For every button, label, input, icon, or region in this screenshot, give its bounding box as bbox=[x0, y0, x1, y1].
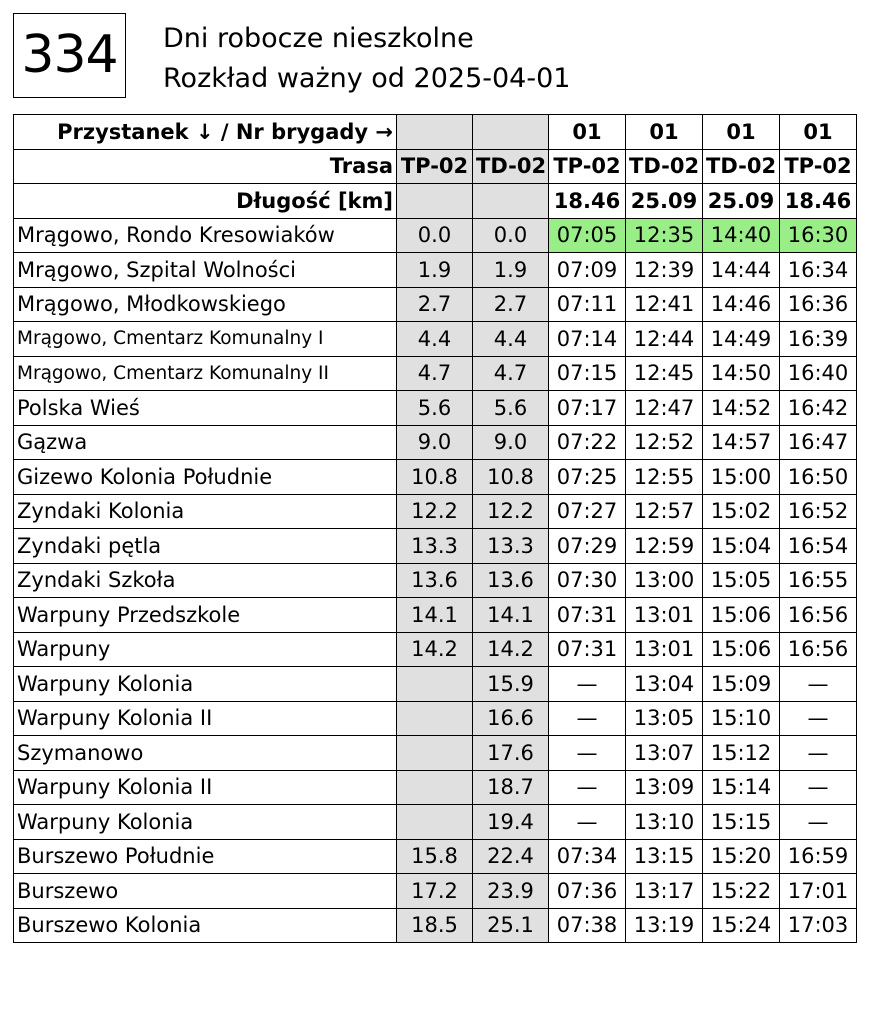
stop-name: Zyndaki Szkoła bbox=[14, 563, 397, 598]
departure-time: 13:01 bbox=[626, 598, 703, 633]
departure-time: 12:41 bbox=[626, 287, 703, 322]
stop-name: Warpuny Kolonia II bbox=[14, 701, 397, 736]
departure-time: 07:25 bbox=[549, 460, 626, 495]
stop-distance: 14.1 bbox=[473, 598, 549, 633]
stop-distance: 2.7 bbox=[473, 287, 549, 322]
departure-time: 15:15 bbox=[703, 805, 780, 840]
departure-time: 15:10 bbox=[703, 701, 780, 736]
departure-time: 16:55 bbox=[780, 563, 857, 598]
departure-time: 07:30 bbox=[549, 563, 626, 598]
stop-distance: 13.6 bbox=[473, 563, 549, 598]
stop-distance: 1.9 bbox=[473, 253, 549, 288]
departure-time: — bbox=[780, 701, 857, 736]
timetable-header bbox=[13, 13, 873, 99]
departure-time: 16:56 bbox=[780, 598, 857, 633]
departure-time: 07:14 bbox=[549, 322, 626, 357]
table-row bbox=[14, 253, 857, 288]
departure-time: 16:39 bbox=[780, 322, 857, 357]
stop-name: Warpuny bbox=[14, 632, 397, 667]
stop-name: Warpuny Kolonia II bbox=[14, 770, 397, 805]
departure-time: 16:47 bbox=[780, 425, 857, 460]
stop-name: Mrągowo, Młodkowskiego bbox=[14, 287, 397, 322]
stop-name: Warpuny Przedszkole bbox=[14, 598, 397, 633]
trip-route-code: TP-02 bbox=[549, 149, 626, 184]
stop-distance: 22.4 bbox=[473, 839, 549, 874]
departure-time: — bbox=[549, 770, 626, 805]
stop-name: Szymanowo bbox=[14, 736, 397, 771]
departure-time: 16:54 bbox=[780, 529, 857, 564]
departure-time: 17:01 bbox=[780, 874, 857, 909]
stop-distance: 2.7 bbox=[397, 287, 473, 322]
departure-time: 15:22 bbox=[703, 874, 780, 909]
stop-distance: 12.2 bbox=[397, 494, 473, 529]
departure-time: 17:03 bbox=[780, 908, 857, 943]
departure-time: 13:09 bbox=[626, 770, 703, 805]
departure-time: 07:22 bbox=[549, 425, 626, 460]
stop-distance bbox=[397, 736, 473, 771]
stop-name: Warpuny Kolonia bbox=[14, 667, 397, 702]
stop-name: Burszewo Kolonia bbox=[14, 908, 397, 943]
stop-distance: 23.9 bbox=[473, 874, 549, 909]
table-row bbox=[14, 598, 857, 633]
stop-distance bbox=[397, 770, 473, 805]
departure-time: 14:50 bbox=[703, 356, 780, 391]
km-header-cell bbox=[473, 184, 549, 219]
stop-name: Mrągowo, Cmentarz Komunalny II bbox=[14, 356, 397, 391]
departure-time: 16:30 bbox=[780, 218, 857, 253]
table-row bbox=[14, 874, 857, 909]
table-row bbox=[14, 529, 857, 564]
departure-time: 14:49 bbox=[703, 322, 780, 357]
stop-distance bbox=[397, 805, 473, 840]
table-row bbox=[14, 908, 857, 943]
table-row bbox=[14, 391, 857, 426]
departure-time: 14:46 bbox=[703, 287, 780, 322]
table-row bbox=[14, 322, 857, 357]
departure-time: 12:44 bbox=[626, 322, 703, 357]
km-header-cell bbox=[397, 184, 473, 219]
departure-time: 13:10 bbox=[626, 805, 703, 840]
stop-distance: 18.5 bbox=[397, 908, 473, 943]
departure-time: 07:17 bbox=[549, 391, 626, 426]
departure-time: 15:05 bbox=[703, 563, 780, 598]
brigade-label: Przystanek ↓ / Nr brygady → bbox=[14, 115, 397, 150]
stop-distance: 5.6 bbox=[397, 391, 473, 426]
departure-time: 13:19 bbox=[626, 908, 703, 943]
trip-route-code: TD-02 bbox=[703, 149, 780, 184]
day-type-title: Dni robocze nieszkolne bbox=[163, 23, 474, 54]
departure-time: 13:17 bbox=[626, 874, 703, 909]
stop-distance: 4.4 bbox=[397, 322, 473, 357]
departure-time: 13:07 bbox=[626, 736, 703, 771]
departure-time: 13:05 bbox=[626, 701, 703, 736]
stop-distance: 9.0 bbox=[473, 425, 549, 460]
stop-distance: 9.0 bbox=[397, 425, 473, 460]
departure-time: 14:57 bbox=[703, 425, 780, 460]
table-row bbox=[14, 494, 857, 529]
stop-distance: 14.2 bbox=[473, 632, 549, 667]
departure-time: 16:42 bbox=[780, 391, 857, 426]
stop-name: Zyndaki pętla bbox=[14, 529, 397, 564]
brigade-number: 01 bbox=[780, 115, 857, 150]
stop-distance: 0.0 bbox=[397, 218, 473, 253]
departure-time: 15:24 bbox=[703, 908, 780, 943]
departure-time: 07:05 bbox=[549, 218, 626, 253]
stop-distance: 13.3 bbox=[473, 529, 549, 564]
departure-time: 16:50 bbox=[780, 460, 857, 495]
stop-distance: 16.6 bbox=[473, 701, 549, 736]
departure-time: — bbox=[549, 805, 626, 840]
length-label: Długość [km] bbox=[14, 184, 397, 219]
stop-name: Polska Wieś bbox=[14, 391, 397, 426]
table-row bbox=[14, 839, 857, 874]
departure-time: 13:04 bbox=[626, 667, 703, 702]
stop-distance: 4.7 bbox=[473, 356, 549, 391]
departure-time: 07:11 bbox=[549, 287, 626, 322]
stop-distance: 4.7 bbox=[397, 356, 473, 391]
stop-distance bbox=[397, 667, 473, 702]
km-route-code: TP-02 bbox=[397, 149, 473, 184]
trip-length: 18.46 bbox=[549, 184, 626, 219]
stop-distance: 17.6 bbox=[473, 736, 549, 771]
route-label: Trasa bbox=[14, 149, 397, 184]
stop-name: Warpuny Kolonia bbox=[14, 805, 397, 840]
departure-time: 12:59 bbox=[626, 529, 703, 564]
trip-length: 25.09 bbox=[626, 184, 703, 219]
departure-time: 16:59 bbox=[780, 839, 857, 874]
departure-time: 12:35 bbox=[626, 218, 703, 253]
stop-name: Burszewo Południe bbox=[14, 839, 397, 874]
table-row bbox=[14, 563, 857, 598]
stop-distance: 18.7 bbox=[473, 770, 549, 805]
stop-distance: 4.4 bbox=[473, 322, 549, 357]
departure-time: 13:00 bbox=[626, 563, 703, 598]
departure-time: 16:34 bbox=[780, 253, 857, 288]
timetable bbox=[13, 114, 857, 943]
departure-time: 14:44 bbox=[703, 253, 780, 288]
departure-time: 15:02 bbox=[703, 494, 780, 529]
stop-distance bbox=[397, 701, 473, 736]
stop-name: Mrągowo, Cmentarz Komunalny I bbox=[14, 322, 397, 357]
stop-distance: 10.8 bbox=[397, 460, 473, 495]
brigade-number: 01 bbox=[626, 115, 703, 150]
stop-name: Mrągowo, Szpital Wolności bbox=[14, 253, 397, 288]
trip-length: 18.46 bbox=[780, 184, 857, 219]
departure-time: — bbox=[780, 805, 857, 840]
departure-time: 13:15 bbox=[626, 839, 703, 874]
departure-time: 12:47 bbox=[626, 391, 703, 426]
departure-time: — bbox=[549, 701, 626, 736]
departure-time: 12:57 bbox=[626, 494, 703, 529]
departure-time: 15:12 bbox=[703, 736, 780, 771]
departure-time: — bbox=[549, 667, 626, 702]
departure-time: 14:40 bbox=[703, 218, 780, 253]
table-row bbox=[14, 632, 857, 667]
departure-time: 07:15 bbox=[549, 356, 626, 391]
stop-distance: 15.8 bbox=[397, 839, 473, 874]
trip-length: 25.09 bbox=[703, 184, 780, 219]
km-route-code: TD-02 bbox=[473, 149, 549, 184]
table-row bbox=[14, 667, 857, 702]
departure-time: — bbox=[780, 736, 857, 771]
table-row bbox=[14, 770, 857, 805]
table-row bbox=[14, 736, 857, 771]
stop-distance: 14.2 bbox=[397, 632, 473, 667]
table-row bbox=[14, 460, 857, 495]
table-row bbox=[14, 701, 857, 736]
stop-name: Mrągowo, Rondo Kresowiaków bbox=[14, 218, 397, 253]
table-row bbox=[14, 287, 857, 322]
stop-name: Zyndaki Kolonia bbox=[14, 494, 397, 529]
departure-time: 16:36 bbox=[780, 287, 857, 322]
stop-name: Burszewo bbox=[14, 874, 397, 909]
stop-distance: 17.2 bbox=[397, 874, 473, 909]
departure-time: — bbox=[780, 770, 857, 805]
departure-time: 16:40 bbox=[780, 356, 857, 391]
km-header-cell bbox=[397, 115, 473, 150]
trip-route-code: TP-02 bbox=[780, 149, 857, 184]
departure-time: 16:56 bbox=[780, 632, 857, 667]
departure-time: 15:06 bbox=[703, 598, 780, 633]
length-row bbox=[14, 184, 857, 219]
departure-time: 15:04 bbox=[703, 529, 780, 564]
brigade-number: 01 bbox=[703, 115, 780, 150]
stop-distance: 10.8 bbox=[473, 460, 549, 495]
departure-time: 15:06 bbox=[703, 632, 780, 667]
table-row bbox=[14, 356, 857, 391]
departure-time: 07:38 bbox=[549, 908, 626, 943]
valid-from-text: Rozkład ważny od 2025-04-01 bbox=[163, 63, 571, 94]
table-row bbox=[14, 218, 857, 253]
trip-route-code: TD-02 bbox=[626, 149, 703, 184]
departure-time: — bbox=[549, 736, 626, 771]
departure-time: 15:00 bbox=[703, 460, 780, 495]
stop-distance: 15.9 bbox=[473, 667, 549, 702]
departure-time: 15:20 bbox=[703, 839, 780, 874]
table-row bbox=[14, 805, 857, 840]
departure-time: 12:55 bbox=[626, 460, 703, 495]
departure-time: 07:31 bbox=[549, 598, 626, 633]
departure-time: 15:09 bbox=[703, 667, 780, 702]
departure-time: 14:52 bbox=[703, 391, 780, 426]
departure-time: 07:34 bbox=[549, 839, 626, 874]
departure-time: 07:31 bbox=[549, 632, 626, 667]
stop-distance: 13.3 bbox=[397, 529, 473, 564]
departure-time: 07:09 bbox=[549, 253, 626, 288]
departure-time: 07:29 bbox=[549, 529, 626, 564]
stop-distance: 5.6 bbox=[473, 391, 549, 426]
brigade-number: 01 bbox=[549, 115, 626, 150]
km-header-cell bbox=[473, 115, 549, 150]
route-row bbox=[14, 149, 857, 184]
departure-time: 16:52 bbox=[780, 494, 857, 529]
departure-time: 12:45 bbox=[626, 356, 703, 391]
stop-distance: 25.1 bbox=[473, 908, 549, 943]
stop-distance: 19.4 bbox=[473, 805, 549, 840]
line-number-badge: 334 bbox=[13, 13, 126, 98]
departure-time: 13:01 bbox=[626, 632, 703, 667]
departure-time: 07:36 bbox=[549, 874, 626, 909]
stop-distance: 0.0 bbox=[473, 218, 549, 253]
stop-name: Gizewo Kolonia Południe bbox=[14, 460, 397, 495]
table-row bbox=[14, 425, 857, 460]
stop-distance: 13.6 bbox=[397, 563, 473, 598]
departure-time: 12:39 bbox=[626, 253, 703, 288]
departure-time: — bbox=[780, 667, 857, 702]
header-titles bbox=[163, 19, 570, 99]
stop-distance: 14.1 bbox=[397, 598, 473, 633]
departure-time: 07:27 bbox=[549, 494, 626, 529]
stop-name: Gązwa bbox=[14, 425, 397, 460]
stop-distance: 12.2 bbox=[473, 494, 549, 529]
stop-distance: 1.9 bbox=[397, 253, 473, 288]
brigade-row bbox=[14, 115, 857, 150]
departure-time: 15:14 bbox=[703, 770, 780, 805]
departure-time: 12:52 bbox=[626, 425, 703, 460]
